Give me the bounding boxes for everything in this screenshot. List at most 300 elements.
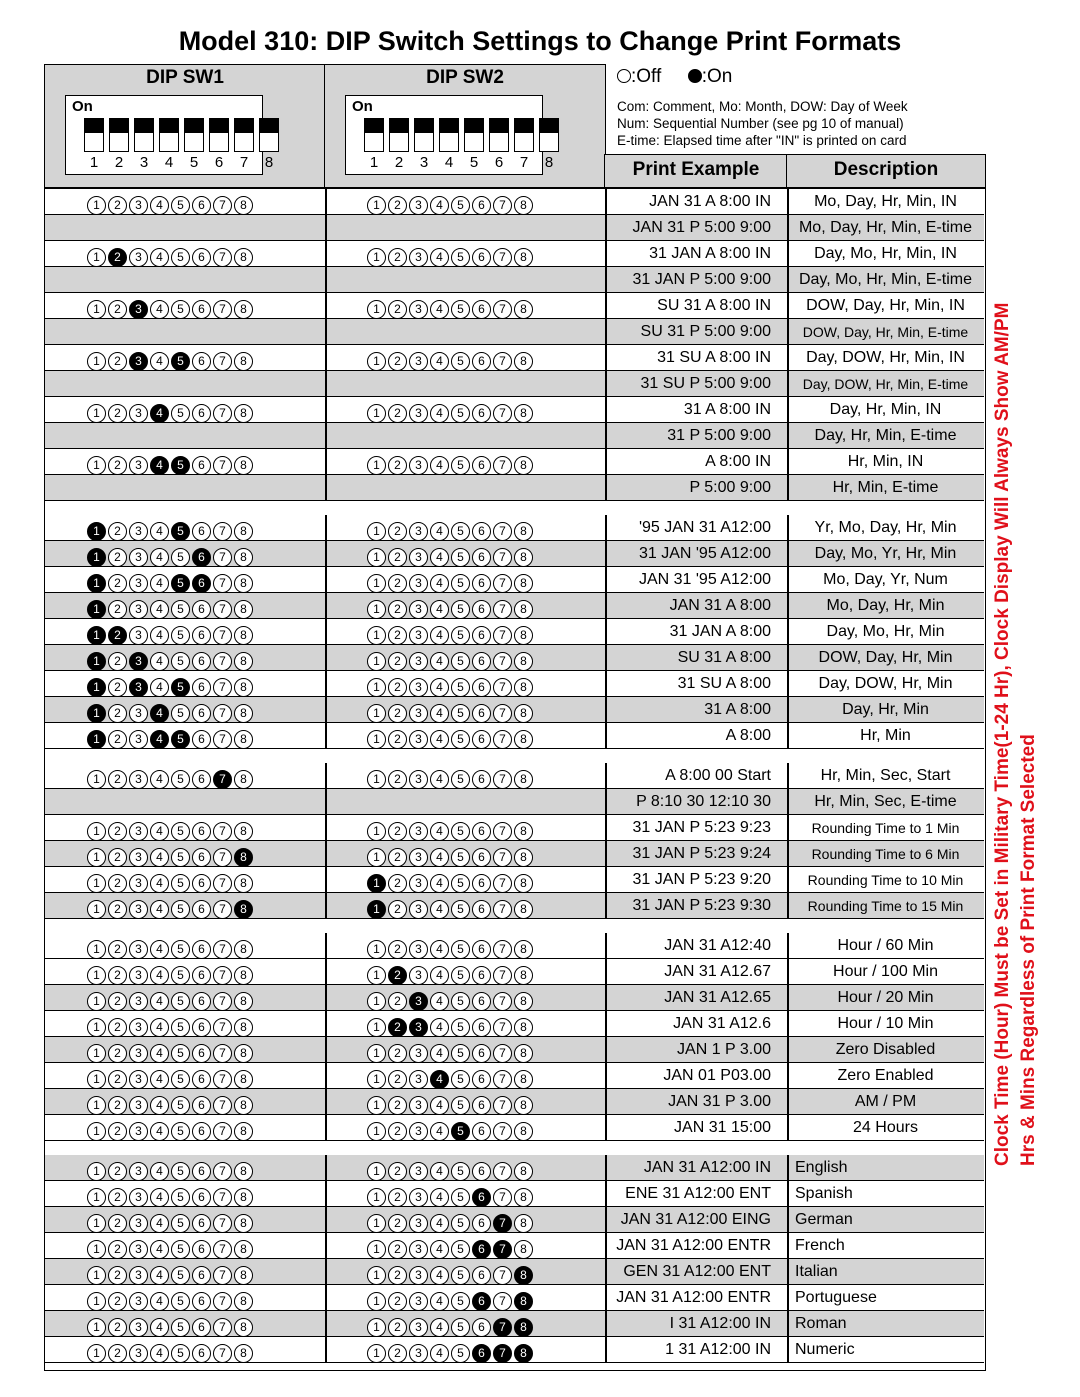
format-description: Day, Mo, Hr, Min <box>826 623 945 640</box>
switch-off-indicator: 1 <box>87 1162 106 1181</box>
print-example: SU 31 A 8:00 <box>677 649 771 666</box>
sw1-cell <box>45 241 325 267</box>
print-example: '95 JAN 31 A12:00 <box>638 519 771 536</box>
table-row <box>45 1285 984 1311</box>
switch-off-indicator: 2 <box>108 456 127 475</box>
sw1-settings <box>87 818 255 838</box>
column-divider <box>605 1155 607 1363</box>
switch-off-indicator: 3 <box>409 1096 428 1115</box>
sw2-cell <box>325 1063 605 1089</box>
format-description: Rounding Time to 10 Min <box>807 872 964 888</box>
switch-off-indicator: 8 <box>234 1214 253 1233</box>
format-description: Hr, Min, E-time <box>832 479 939 496</box>
print-example: SU 31 A 8:00 IN <box>657 297 771 314</box>
format-description: Day, DOW, Hr, Min, IN <box>806 349 965 366</box>
switch-off-indicator: 2 <box>108 992 127 1011</box>
dip-sw2-on-label: On <box>352 98 373 115</box>
switch-off-indicator: 3 <box>409 900 428 919</box>
format-description: Day, Mo, Yr, Hr, Min <box>814 545 957 562</box>
switch-off-indicator: 2 <box>388 548 407 567</box>
dip-sw2-switch-number: 8 <box>544 154 554 171</box>
switch-off-indicator: 2 <box>108 600 127 619</box>
row-divider <box>45 1362 984 1363</box>
switch-off-indicator: 5 <box>171 1318 190 1337</box>
switch-off-indicator: 7 <box>493 548 512 567</box>
switch-off-indicator: 2 <box>388 1096 407 1115</box>
switch-off-indicator: 2 <box>108 1240 127 1259</box>
print-example: A 8:00 <box>725 727 771 744</box>
switch-off-indicator: 7 <box>493 770 512 789</box>
switch-off-indicator: 3 <box>129 874 148 893</box>
switch-off-indicator: 1 <box>367 248 386 267</box>
switch-off-indicator: 6 <box>472 1122 491 1141</box>
switch-off-indicator: 3 <box>129 1240 148 1259</box>
switch-off-indicator: 8 <box>234 874 253 893</box>
switch-off-indicator: 3 <box>129 900 148 919</box>
switch-on-indicator: 8 <box>234 848 253 867</box>
switch-off-indicator: 1 <box>367 1292 386 1311</box>
sw1-settings <box>87 544 255 564</box>
switch-off-indicator: 8 <box>234 300 253 319</box>
dip-sw2-switch <box>539 118 559 152</box>
sw2-cell <box>325 985 605 1011</box>
switch-off-indicator: 6 <box>192 1318 211 1337</box>
switch-off-indicator: 8 <box>514 548 533 567</box>
format-description: Mo, Day, Hr, Min <box>826 597 945 614</box>
format-description: Rounding Time to 6 Min <box>811 846 960 862</box>
switch-off-indicator: 8 <box>234 966 253 985</box>
switch-off-indicator: 3 <box>409 1292 428 1311</box>
switch-off-indicator: 4 <box>150 1188 169 1207</box>
switch-off-indicator: 7 <box>493 1292 512 1311</box>
dip-sw1-switch-number: 1 <box>89 154 99 171</box>
sw1-cell <box>45 1155 325 1181</box>
sw1-cell <box>45 215 325 241</box>
switch-off-indicator: 5 <box>451 456 470 475</box>
switch-off-indicator: 3 <box>129 548 148 567</box>
switch-off-indicator: 1 <box>367 574 386 593</box>
sw1-settings <box>87 962 255 982</box>
table-row <box>45 345 984 371</box>
switch-off-indicator: 4 <box>150 1344 169 1363</box>
switch-off-indicator: 1 <box>87 1292 106 1311</box>
dip-sw1-switch-number: 5 <box>189 154 199 171</box>
format-description: Day, DOW, Hr, Min, E-time <box>802 376 969 392</box>
print-example: JAN 31 A12:00 EING <box>620 1211 771 1228</box>
dip-sw2-switch-number: 5 <box>469 154 479 171</box>
switch-off-indicator: 6 <box>472 900 491 919</box>
switch-off-indicator: 6 <box>192 300 211 319</box>
switch-off-indicator: 5 <box>451 940 470 959</box>
switch-off-indicator: 7 <box>213 1318 232 1337</box>
switch-off-indicator: 2 <box>388 352 407 371</box>
sw2-settings <box>367 1314 535 1334</box>
switch-off-indicator: 5 <box>171 848 190 867</box>
switch-off-indicator: 6 <box>472 1266 491 1285</box>
sw2-settings <box>367 1040 535 1060</box>
switch-off-indicator: 8 <box>234 574 253 593</box>
table-row <box>45 593 984 619</box>
table-row <box>45 1063 984 1089</box>
switch-off-indicator: 8 <box>234 1070 253 1089</box>
switch-off-indicator: 2 <box>108 874 127 893</box>
switch-off-indicator: 7 <box>493 822 512 841</box>
switch-off-indicator: 7 <box>493 626 512 645</box>
switch-off-indicator: 5 <box>451 730 470 749</box>
switch-off-indicator: 3 <box>409 770 428 789</box>
switch-off-indicator: 6 <box>472 600 491 619</box>
switch-off-indicator: 5 <box>171 548 190 567</box>
switch-off-indicator: 3 <box>409 652 428 671</box>
switch-off-indicator: 8 <box>234 548 253 567</box>
print-example: JAN 31 A12:00 IN <box>643 1159 771 1176</box>
sw2-settings <box>367 348 535 368</box>
print-example: 31 JAN P 5:00 9:00 <box>632 271 771 288</box>
switch-off-indicator: 2 <box>388 704 407 723</box>
switch-on-indicator: 4 <box>150 456 169 475</box>
switch-off-indicator: 7 <box>493 900 512 919</box>
print-example: JAN 31 '95 A12:00 <box>638 571 771 588</box>
switch-off-indicator: 7 <box>493 404 512 423</box>
sw1-cell <box>45 1311 325 1337</box>
switch-off-indicator: 4 <box>150 770 169 789</box>
table-row <box>45 1207 984 1233</box>
switch-off-indicator: 2 <box>108 704 127 723</box>
switch-on-indicator: 7 <box>493 1344 512 1363</box>
sw2-cell <box>325 423 605 449</box>
switch-off-indicator: 6 <box>472 404 491 423</box>
switch-off-indicator: 6 <box>472 626 491 645</box>
sw2-settings <box>367 622 535 642</box>
switch-off-indicator: 4 <box>150 1292 169 1311</box>
section-separator <box>45 1141 984 1155</box>
switch-off-indicator: 4 <box>150 626 169 645</box>
switch-off-indicator: 4 <box>150 1162 169 1181</box>
switch-off-indicator: 7 <box>213 1096 232 1115</box>
switch-off-indicator: 1 <box>87 874 106 893</box>
switch-off-indicator: 1 <box>367 940 386 959</box>
switch-off-indicator: 8 <box>234 404 253 423</box>
switch-off-indicator: 7 <box>213 1018 232 1037</box>
switch-off-indicator: 8 <box>514 1162 533 1181</box>
switch-on-indicator: 7 <box>493 1240 512 1259</box>
switch-off-indicator: 8 <box>234 1096 253 1115</box>
switch-off-indicator: 5 <box>451 1044 470 1063</box>
switch-off-indicator: 8 <box>514 1188 533 1207</box>
sw1-cell <box>45 619 325 645</box>
switch-on-indicator: 5 <box>171 522 190 541</box>
note-line: E-time: Elapsed time after "IN" is printed on card <box>617 133 907 148</box>
switch-off-indicator: 3 <box>129 822 148 841</box>
switch-off-indicator: 8 <box>514 1122 533 1141</box>
switch-off-indicator: 5 <box>451 822 470 841</box>
switch-off-indicator: 3 <box>129 522 148 541</box>
switch-on-indicator: 2 <box>388 966 407 985</box>
print-example-header: Print Example <box>604 154 788 188</box>
switch-off-indicator: 7 <box>493 300 512 319</box>
column-divider <box>787 515 789 749</box>
switch-off-indicator: 1 <box>87 1070 106 1089</box>
switch-off-indicator: 3 <box>129 770 148 789</box>
sw1-cell <box>45 645 325 671</box>
table-row <box>45 815 984 841</box>
switch-off-indicator: 6 <box>472 196 491 215</box>
dip-sw1-label: DIP SW1 <box>146 67 224 88</box>
switch-off-indicator: 8 <box>234 600 253 619</box>
print-example: JAN 31 A12.6 <box>673 1015 771 1032</box>
switch-off-indicator: 4 <box>430 1018 449 1037</box>
switch-off-indicator: 5 <box>171 992 190 1011</box>
sw1-settings <box>87 844 255 864</box>
switch-off-indicator: 4 <box>150 678 169 697</box>
switch-off-indicator: 3 <box>409 1188 428 1207</box>
switch-off-indicator: 1 <box>87 1214 106 1233</box>
switch-off-indicator: 4 <box>150 940 169 959</box>
format-description: Day, DOW, Hr, Min <box>818 675 953 692</box>
sw2-settings <box>367 1066 535 1086</box>
switch-off-indicator: 6 <box>192 966 211 985</box>
sw2-settings <box>367 296 535 316</box>
dip-sw2-header <box>324 64 606 188</box>
switch-off-indicator: 5 <box>451 248 470 267</box>
switch-off-indicator: 6 <box>472 874 491 893</box>
switch-off-indicator: 1 <box>87 1240 106 1259</box>
dip-sw2-switch-number: 7 <box>519 154 529 171</box>
switch-off-indicator: 2 <box>388 1122 407 1141</box>
sw1-settings <box>87 726 255 746</box>
switch-off-indicator: 3 <box>409 1266 428 1285</box>
dip-sw1-switch-number: 4 <box>164 154 174 171</box>
sw2-settings <box>367 1014 535 1034</box>
switch-off-indicator: 4 <box>430 522 449 541</box>
dip-sw2-switch <box>414 118 434 152</box>
print-example: 31 A 8:00 IN <box>683 401 771 418</box>
switch-off-indicator: 5 <box>171 966 190 985</box>
sw1-cell <box>45 867 325 893</box>
switch-off-indicator: 4 <box>430 548 449 567</box>
format-description: French <box>795 1237 845 1254</box>
switch-off-indicator: 5 <box>451 404 470 423</box>
sw1-cell <box>45 293 325 319</box>
switch-off-indicator: 8 <box>234 456 253 475</box>
switch-off-indicator: 7 <box>493 196 512 215</box>
sw2-settings <box>367 674 535 694</box>
switch-off-indicator: 2 <box>388 522 407 541</box>
format-description: English <box>795 1159 848 1176</box>
table-row <box>45 867 984 893</box>
sw2-cell <box>325 371 605 397</box>
switch-off-indicator: 4 <box>430 1162 449 1181</box>
switch-off-indicator: 1 <box>87 300 106 319</box>
switch-off-indicator: 4 <box>150 900 169 919</box>
switch-off-indicator: 5 <box>171 822 190 841</box>
switch-off-indicator: 7 <box>493 522 512 541</box>
switch-off-indicator: 3 <box>129 626 148 645</box>
switch-off-indicator: 7 <box>213 1266 232 1285</box>
switch-off-indicator: 8 <box>234 248 253 267</box>
sw1-cell <box>45 893 325 919</box>
switch-off-indicator: 5 <box>451 196 470 215</box>
switch-off-indicator: 2 <box>108 1292 127 1311</box>
switch-off-indicator: 3 <box>129 1162 148 1181</box>
table-row <box>45 515 984 541</box>
switch-off-indicator: 7 <box>493 1044 512 1063</box>
sw1-cell <box>45 959 325 985</box>
sw2-cell <box>325 1181 605 1207</box>
switch-off-indicator: 6 <box>192 704 211 723</box>
sw2-cell <box>325 515 605 541</box>
switch-off-indicator: 7 <box>213 1214 232 1233</box>
table-row <box>45 959 984 985</box>
dip-sw2-diagram <box>345 95 554 175</box>
print-example: 31 JAN P 5:23 9:20 <box>632 871 771 888</box>
sw2-cell <box>325 841 605 867</box>
table-row <box>45 1155 984 1181</box>
switch-off-indicator: 4 <box>150 300 169 319</box>
format-description: Day, Hr, Min, E-time <box>814 427 957 444</box>
switch-off-indicator: 6 <box>192 196 211 215</box>
switch-on-indicator: 3 <box>129 300 148 319</box>
switch-off-indicator: 4 <box>430 678 449 697</box>
switch-off-indicator: 5 <box>171 404 190 423</box>
switch-on-indicator: 2 <box>388 1018 407 1037</box>
note-line: Com: Comment, Mo: Month, DOW: Day of Week <box>617 99 908 114</box>
format-description: Zero Enabled <box>837 1067 934 1084</box>
sw2-settings <box>367 818 535 838</box>
switch-off-indicator: 8 <box>514 652 533 671</box>
dip-sw1-switch <box>259 118 279 152</box>
switch-off-indicator: 7 <box>213 522 232 541</box>
switch-off-indicator: 6 <box>192 730 211 749</box>
switch-off-indicator: 1 <box>367 652 386 671</box>
format-description: AM / PM <box>854 1093 917 1110</box>
switch-off-indicator: 2 <box>108 730 127 749</box>
switch-off-indicator: 5 <box>451 574 470 593</box>
sw2-cell <box>325 815 605 841</box>
switch-off-indicator: 8 <box>514 1096 533 1115</box>
switch-off-indicator: 1 <box>367 548 386 567</box>
switch-off-indicator: 6 <box>192 1096 211 1115</box>
print-example: 31 A 8:00 <box>704 701 771 718</box>
dip-sw1-switch-number: 8 <box>264 154 274 171</box>
switch-off-indicator: 8 <box>514 1214 533 1233</box>
switch-off-indicator: 3 <box>129 456 148 475</box>
switch-off-indicator: 7 <box>213 1240 232 1259</box>
switch-off-indicator: 2 <box>108 1018 127 1037</box>
switch-on-indicator: 3 <box>409 1018 428 1037</box>
switch-off-indicator: 2 <box>108 652 127 671</box>
switch-off-indicator: 6 <box>472 704 491 723</box>
sw2-cell <box>325 189 605 215</box>
print-example: JAN 31 15:00 <box>674 1119 771 1136</box>
switch-off-indicator: 2 <box>388 1070 407 1089</box>
switch-on-indicator: 8 <box>514 1266 533 1285</box>
switch-off-indicator: 5 <box>171 1292 190 1311</box>
table-row <box>45 189 984 215</box>
switch-on-indicator: 5 <box>451 1122 470 1141</box>
switch-off-indicator: 3 <box>129 1188 148 1207</box>
switch-off-indicator: 1 <box>87 940 106 959</box>
switch-on-indicator: 6 <box>192 548 211 567</box>
sw1-cell <box>45 815 325 841</box>
switch-off-indicator: 1 <box>367 1122 386 1141</box>
switch-off-indicator: 4 <box>150 548 169 567</box>
format-description: Spanish <box>795 1185 853 1202</box>
sw1-cell <box>45 541 325 567</box>
switch-off-indicator: 6 <box>472 848 491 867</box>
sw2-settings <box>367 1158 535 1178</box>
sw1-settings <box>87 674 255 694</box>
switch-on-indicator: 1 <box>87 548 106 567</box>
print-example: SU 31 P 5:00 9:00 <box>640 323 771 340</box>
switch-off-indicator: 2 <box>108 1344 127 1363</box>
column-divider <box>325 1155 327 1363</box>
switch-off-indicator: 7 <box>213 822 232 841</box>
switch-off-indicator: 8 <box>234 730 253 749</box>
switch-off-indicator: 1 <box>87 1344 106 1363</box>
switch-off-indicator: 1 <box>367 1162 386 1181</box>
switch-off-indicator: 6 <box>472 940 491 959</box>
print-example: JAN 1 P 3.00 <box>677 1041 771 1058</box>
sw1-settings <box>87 766 255 786</box>
switch-off-indicator: 3 <box>409 300 428 319</box>
switch-off-indicator: 3 <box>129 196 148 215</box>
switch-off-indicator: 2 <box>388 300 407 319</box>
switch-off-indicator: 1 <box>367 1070 386 1089</box>
switch-off-indicator: 2 <box>388 1162 407 1181</box>
print-example: 31 JAN P 5:23 9:24 <box>632 845 771 862</box>
switch-off-indicator: 5 <box>171 1240 190 1259</box>
sw1-settings <box>87 570 255 590</box>
switch-on-indicator: 3 <box>129 652 148 671</box>
switch-off-indicator: 5 <box>451 1240 470 1259</box>
column-divider <box>605 763 607 919</box>
switch-off-indicator: 3 <box>129 1044 148 1063</box>
switch-on-indicator: 1 <box>87 678 106 697</box>
switch-off-indicator: 1 <box>367 1096 386 1115</box>
switch-off-indicator: 6 <box>192 900 211 919</box>
switch-on-indicator: 3 <box>129 352 148 371</box>
switch-off-indicator: 2 <box>108 1266 127 1285</box>
sw2-cell <box>325 1233 605 1259</box>
dip-sw1-switch <box>234 118 254 152</box>
table-row <box>45 671 984 697</box>
switch-off-indicator: 7 <box>213 848 232 867</box>
switch-off-indicator: 1 <box>367 966 386 985</box>
sw1-cell <box>45 397 325 423</box>
switch-off-indicator: 8 <box>514 1044 533 1063</box>
switch-off-indicator: 7 <box>493 940 512 959</box>
switch-off-indicator: 3 <box>409 1344 428 1363</box>
switch-off-indicator: 3 <box>409 352 428 371</box>
switch-on-indicator: 7 <box>213 770 232 789</box>
sw1-settings <box>87 296 255 316</box>
switch-on-indicator: 8 <box>514 1344 533 1363</box>
sw1-settings <box>87 1262 255 1282</box>
column-divider <box>605 189 607 501</box>
table-row <box>45 449 984 475</box>
dip-sw2-switch <box>439 118 459 152</box>
switch-off-indicator: 4 <box>430 600 449 619</box>
table-row <box>45 371 984 397</box>
switch-off-indicator: 2 <box>108 848 127 867</box>
sw2-settings <box>367 1340 535 1360</box>
sw2-cell <box>325 397 605 423</box>
print-example: 31 JAN P 5:23 9:30 <box>632 897 771 914</box>
switch-off-indicator: 1 <box>87 1044 106 1063</box>
switch-off-indicator: 6 <box>472 822 491 841</box>
switch-on-indicator: 1 <box>87 730 106 749</box>
